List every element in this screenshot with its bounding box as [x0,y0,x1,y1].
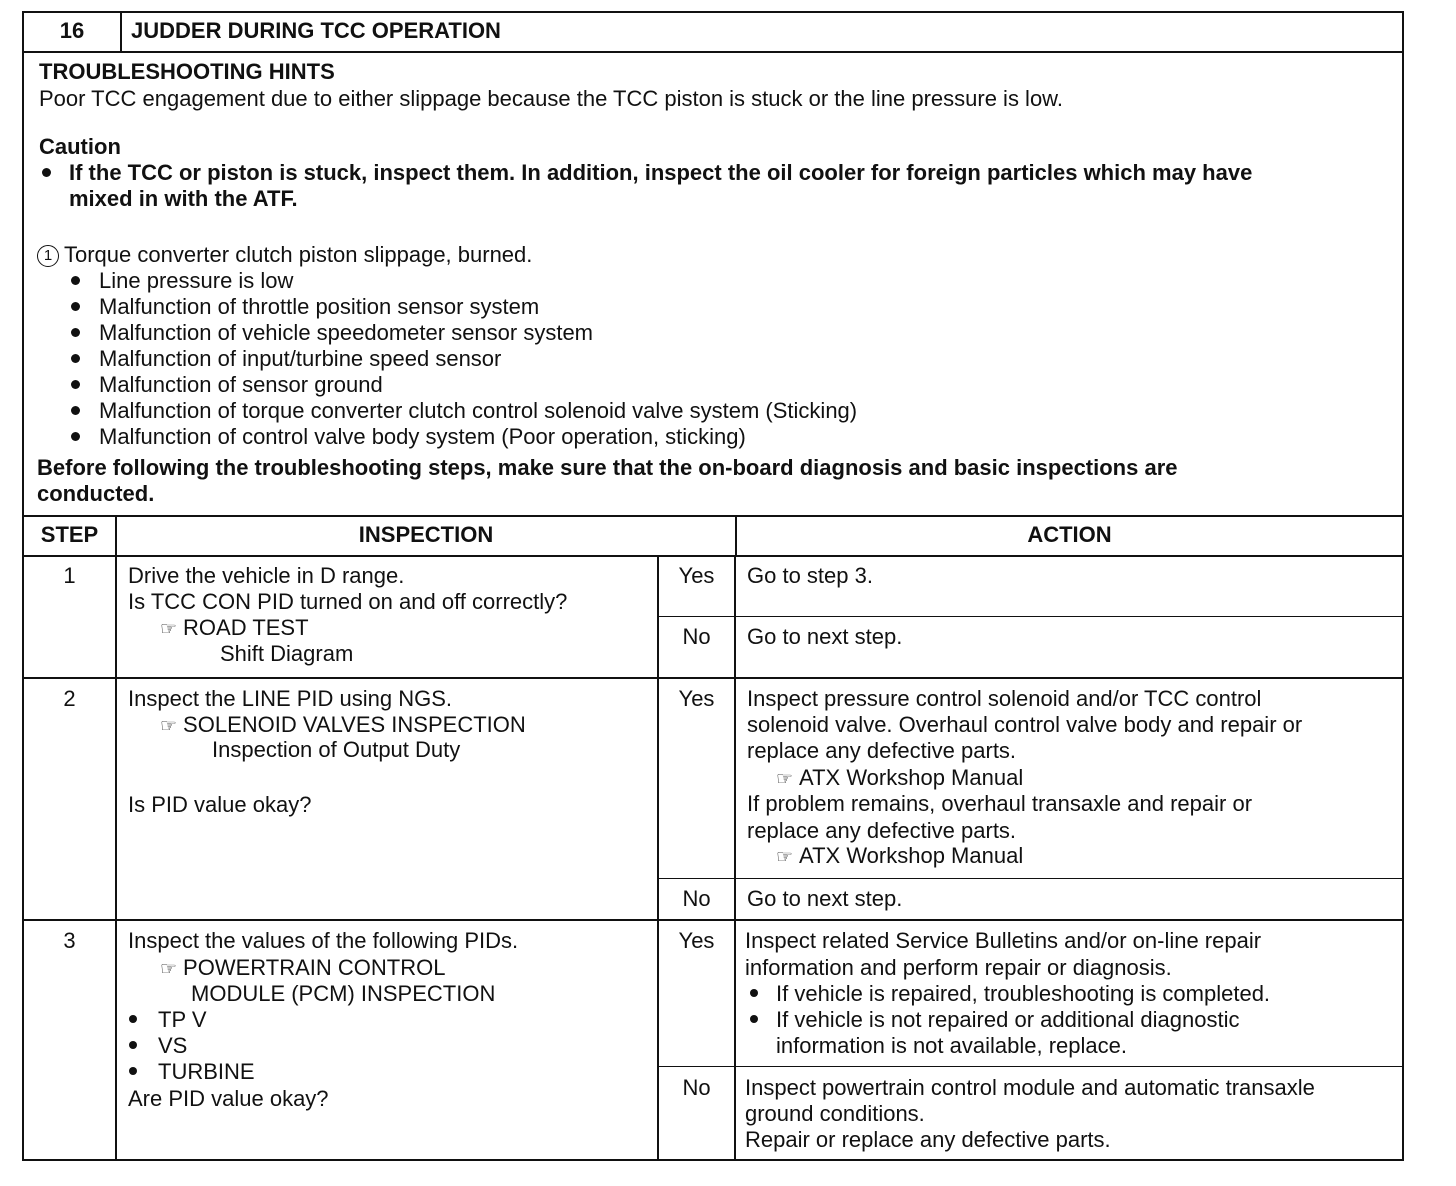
column-header-action: ACTION [1027,522,1112,547]
cause-title [37,242,532,268]
step2-question: Is PID value okay? [128,792,312,817]
step2-yes-line4: If problem remains, overhaul transaxle and repair or [747,791,1253,816]
cause-item: Malfunction of control valve body system (Poor operation, sticking) [99,424,746,449]
bullet-dot-icon [71,432,80,441]
pointing-hand-icon: ☞ [776,769,794,790]
yes-label: Yes [678,686,715,711]
pointing-hand-icon: ☞ [160,959,178,980]
step2-yes-line3: replace any defective parts. [747,738,1017,763]
step3-yes-line2: information and perform repair or diagnosis. [745,955,1172,980]
step3-no-line3: Repair or replace any defective parts. [745,1127,1111,1152]
bullet-dot-icon [129,1041,137,1049]
step1-reference-line2: Shift Diagram [220,641,354,666]
no-label: No [682,624,711,649]
step3-no-line2: ground conditions. [745,1101,925,1126]
column-header-step: STEP [40,522,99,547]
step2-yes-reference1 [776,765,1023,793]
step-number: 3 [63,928,76,953]
step3-no-line1: Inspect powertrain control module and automatic transaxle [745,1075,1315,1100]
step1-reference-line1 [160,615,309,643]
cause-item: Malfunction of vehicle speedometer sensor system [99,320,594,345]
bullet-dot-icon [71,328,80,337]
no-label: No [682,1075,711,1100]
step2-yes-line1: Inspect pressure control solenoid and/or TCC control [747,686,1262,711]
procedure-number: 16 [59,18,85,43]
bullet-dot-icon [750,1015,758,1023]
step2-yes-line2: solenoid valve. Overhaul control valve body and repair or [747,712,1303,737]
bullet-dot-icon [71,406,80,415]
step2-no-action: Go to next step. [747,886,903,911]
step3-inspection-line1: Inspect the values of the following PIDs. [128,928,519,953]
pid-item: TP V [158,1007,207,1032]
step2-reference-text: SOLENOID VALVES INSPECTION [183,712,526,737]
circled-number-icon: 1 [37,245,59,267]
before-note-line1: Before following the troubleshooting steps, make sure that the on-board diagnosis and basic inspections are [37,455,1178,480]
step3-yes-bullet2-line1: If vehicle is not repaired or additional diagnostic [776,1007,1240,1032]
step1-inspection-line1: Drive the vehicle in D range. [128,563,405,588]
hints-text: Poor TCC engagement due to either slippage because the TCC piston is stuck or the line pressure is low. [39,86,1063,111]
step3-reference-line2: MODULE (PCM) INSPECTION [191,981,496,1006]
no-label: No [682,886,711,911]
step3-reference-text: POWERTRAIN CONTROL [183,955,446,980]
pointing-hand-icon: ☞ [160,716,178,737]
pid-item: TURBINE [158,1059,255,1084]
bullet-dot-icon [129,1067,137,1075]
cause-title-text: Torque converter clutch piston slippage, burned. [64,242,533,267]
pid-item: VS [158,1033,188,1058]
bullet-dot-icon [42,168,51,177]
step-number: 1 [63,563,76,588]
pointing-hand-icon: ☞ [776,847,794,868]
cause-item: Malfunction of sensor ground [99,372,383,397]
yes-label: Yes [678,563,715,588]
step3-reference-line1 [160,955,445,983]
step2-inspection-line1: Inspect the LINE PID using NGS. [128,686,453,711]
step1-yes-action: Go to step 3. [747,563,873,588]
step2-reference-line2: Inspection of Output Duty [212,737,461,762]
step1-reference-text: ROAD TEST [183,615,309,640]
step2-yes-reference2 [776,843,1023,871]
step3-yes-bullet2-line2: information is not available, replace. [776,1033,1127,1058]
step-number: 2 [63,686,76,711]
step1-inspection-line2: Is TCC CON PID turned on and off correctly? [128,589,568,614]
pointing-hand-icon: ☞ [160,619,178,640]
yes-label: Yes [678,928,715,953]
step3-question: Are PID value okay? [128,1086,329,1111]
procedure-sheet [22,11,1404,1161]
step3-yes-bullet1: If vehicle is repaired, troubleshooting is completed. [776,981,1271,1006]
procedure-title: JUDDER DURING TCC OPERATION [131,18,501,43]
bullet-dot-icon [129,1015,137,1023]
cause-item: Malfunction of throttle position sensor system [99,294,540,319]
step3-yes-line1: Inspect related Service Bulletins and/or on-line repair [745,928,1262,953]
before-note-line2: conducted. [37,481,155,506]
hints-heading: TROUBLESHOOTING HINTS [39,59,335,84]
caution-text-line2: mixed in with the ATF. [69,186,298,211]
bullet-dot-icon [71,354,80,363]
step1-no-action: Go to next step. [747,624,903,649]
bullet-dot-icon [71,276,80,285]
caution-heading: Caution [39,134,121,159]
bullet-dot-icon [750,989,758,997]
cause-item: Malfunction of torque converter clutch control solenoid valve system (Sticking) [99,398,858,423]
step2-reference-line1 [160,712,526,740]
step2-yes-reference1-text: ATX Workshop Manual [799,765,1024,790]
bullet-dot-icon [71,380,80,389]
step2-yes-line5: replace any defective parts. [747,818,1017,843]
column-header-inspection: INSPECTION [358,522,494,547]
bullet-dot-icon [71,302,80,311]
cause-item: Line pressure is low [99,268,294,293]
step2-yes-reference2-text: ATX Workshop Manual [799,843,1024,868]
cause-item: Malfunction of input/turbine speed sensor [99,346,502,371]
caution-text-line1: If the TCC or piston is stuck, inspect them. In addition, inspect the oil cooler for foreign particles which may have [69,160,1253,185]
